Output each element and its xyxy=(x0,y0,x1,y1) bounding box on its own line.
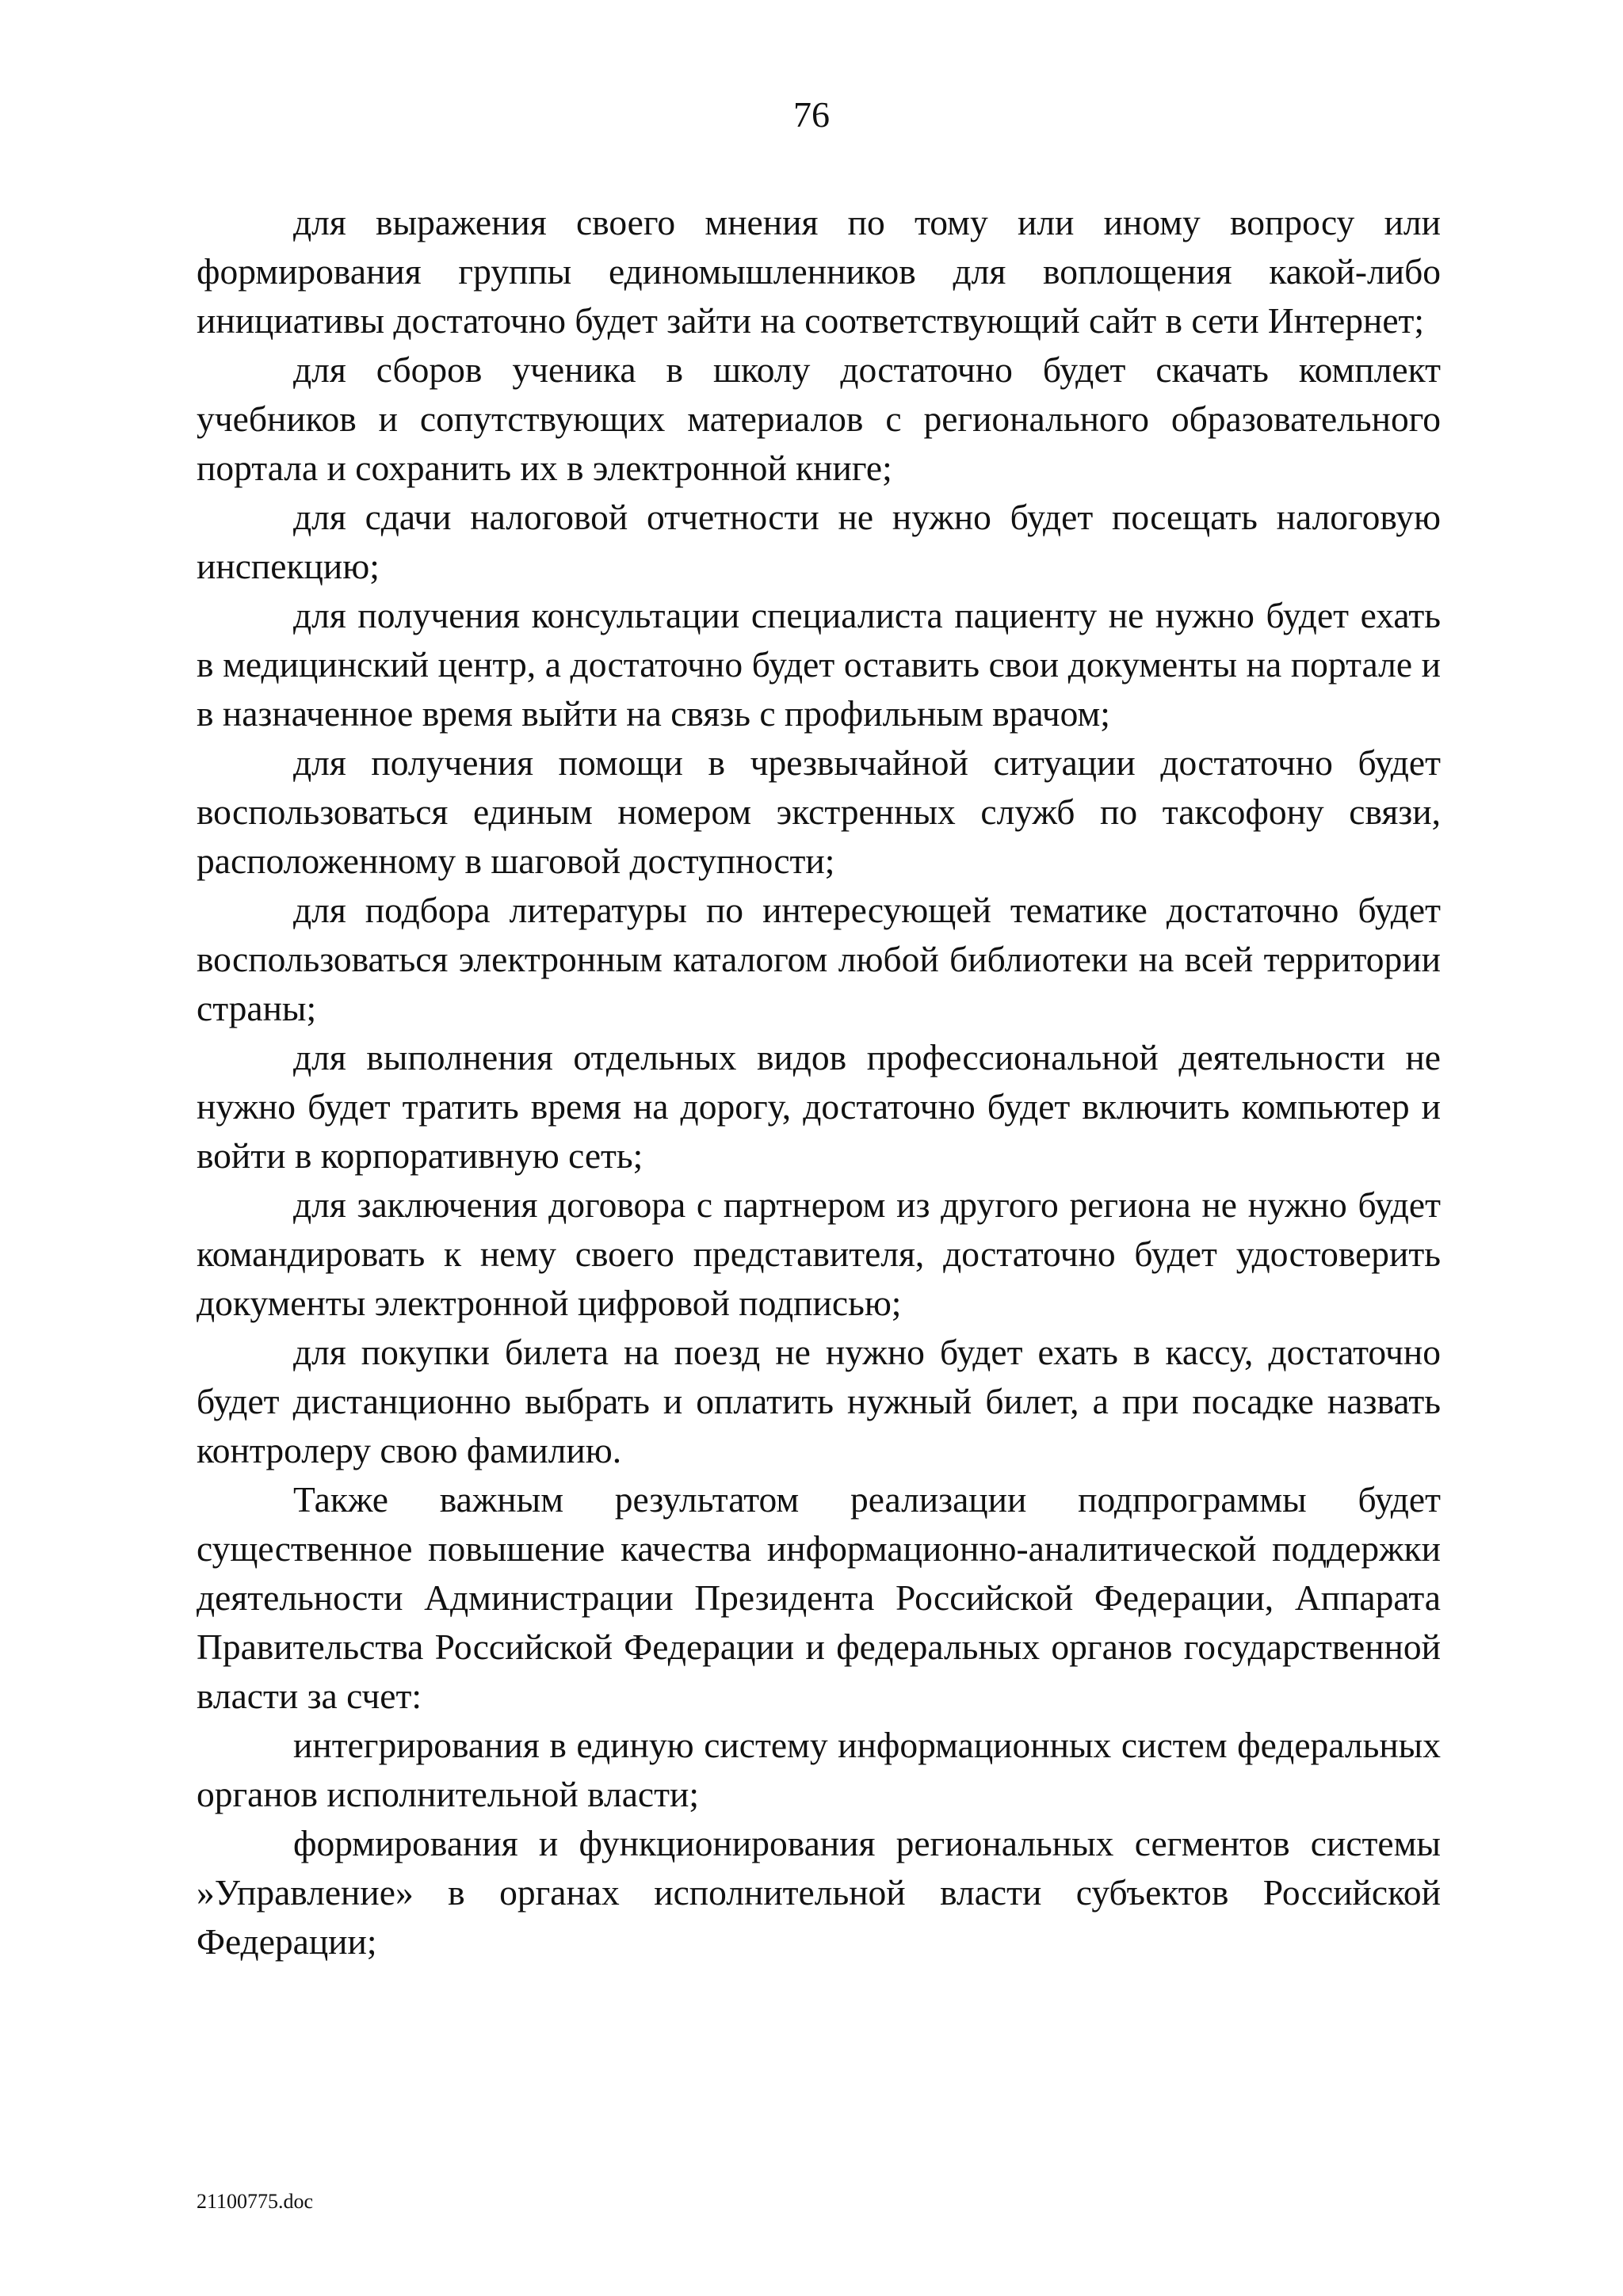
document-body xyxy=(197,198,1441,1966)
paragraph-train-ticket: для покупки билета на поезд не нужно будет ехать в кассу, достаточно будет дистанционно выбрать и оплатить нужный билет, а при посадке назвать контролеру свою фамилию. xyxy=(197,1332,1441,1470)
paragraph-school: для сборов ученика в школу достаточно будет скачать комплект учебников и сопутствующих материалов с регионального образовательного портала и сохранить их в электронной книге; xyxy=(197,349,1441,488)
paragraph-integration: интегрирования в единую систему информационных систем федеральных органов исполнительной власти; xyxy=(197,1725,1441,1814)
footer-file-name: 21100775.doc xyxy=(197,2190,314,2213)
paragraph-library: для подбора литературы по интересующей тематике достаточно будет воспользоваться электронным каталогом любой библиотеки на всей территории страны; xyxy=(197,890,1441,1028)
paragraph-emergency: для получения помощи в чрезвычайной ситуации достаточно будет воспользоваться единым номером экстренных служб по таксофону связи, расположенному в шаговой доступности; xyxy=(197,742,1441,881)
paragraph-tax: для сдачи налоговой отчетности не нужно будет посещать налоговую инспекцию; xyxy=(197,497,1441,586)
paragraph-medical: для получения консультации специалиста пациенту не нужно будет ехать в медицинский центр, а достаточно будет оставить свои документы на портале и в назначенное время выйти на связь с профильным врачом; xyxy=(197,595,1441,734)
page-number: 76 xyxy=(793,94,830,135)
paragraph-remote-work: для выполнения отдельных видов профессиональной деятельности не нужно будет тратить время на дорогу, достаточно будет включить компьютер и войти в корпоративную сеть; xyxy=(197,1037,1441,1176)
paragraph-feedback: для выражения своего мнения по тому или иному вопросу или формирования группы единомышленников для воплощения какой-либо инициативы достаточно будет зайти на соответствующий сайт в сети Интернет; xyxy=(197,202,1441,341)
paragraph-contract: для заключения договора с партнером из другого региона не нужно будет командировать к нему своего представителя, достаточно будет удостоверить документы электронной цифровой подписью; xyxy=(197,1184,1441,1323)
paragraph-analytics: Также важным результатом реализации подпрограммы будет существенное повышение качества информационно-аналитической поддержки деятельности Администрации Президента Российской Федерации, Аппарата Правительства Российской Федерации и федеральных органов государственной власти за счет: xyxy=(197,1479,1441,1716)
paragraph-regional-segments: формирования и функционирования региональных сегментов системы »Управление» в органах исполнительной власти субъектов Российской Федерации; xyxy=(197,1823,1441,1962)
